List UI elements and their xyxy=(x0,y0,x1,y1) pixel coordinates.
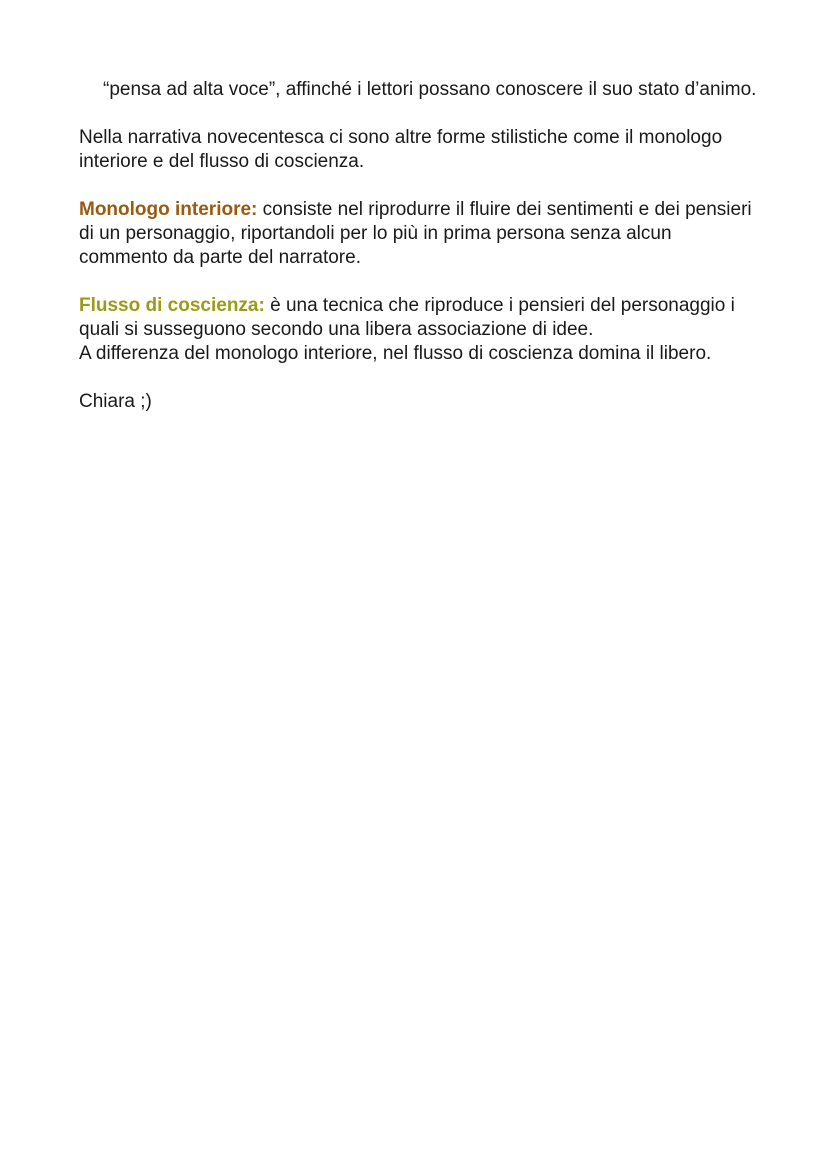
narrativa-paragraph: Nella narrativa novecentesca ci sono altre forme stilistiche come il monologo interiore e del flusso di coscienza. xyxy=(79,127,723,172)
flusso-term: Flusso di coscienza: xyxy=(79,295,265,316)
flusso-definition: è una tecnica che riproduce i pensieri del personaggio i quali si susseguono secondo una libera associazione di idee. xyxy=(79,295,735,340)
monologo-term: Monologo interiore: xyxy=(79,199,258,220)
intro-continuation-paragraph: “pensa ad alta voce”, affinché i lettori possano conoscere il suo stato d’animo. xyxy=(103,79,757,100)
flusso-paragraph xyxy=(79,294,759,342)
differenza-paragraph: A differenza del monologo interiore, nel flusso di coscienza domina il libero. xyxy=(79,343,712,364)
signature: Chiara ;) xyxy=(79,391,152,412)
monologo-definition: consiste nel riprodurre il fluire dei sentimenti e dei pensieri di un personaggio, riportandoli per lo più in prima persona senza alcun commento da parte del narratore. xyxy=(79,199,752,268)
document-body xyxy=(79,78,759,414)
monologo-paragraph xyxy=(79,198,759,270)
